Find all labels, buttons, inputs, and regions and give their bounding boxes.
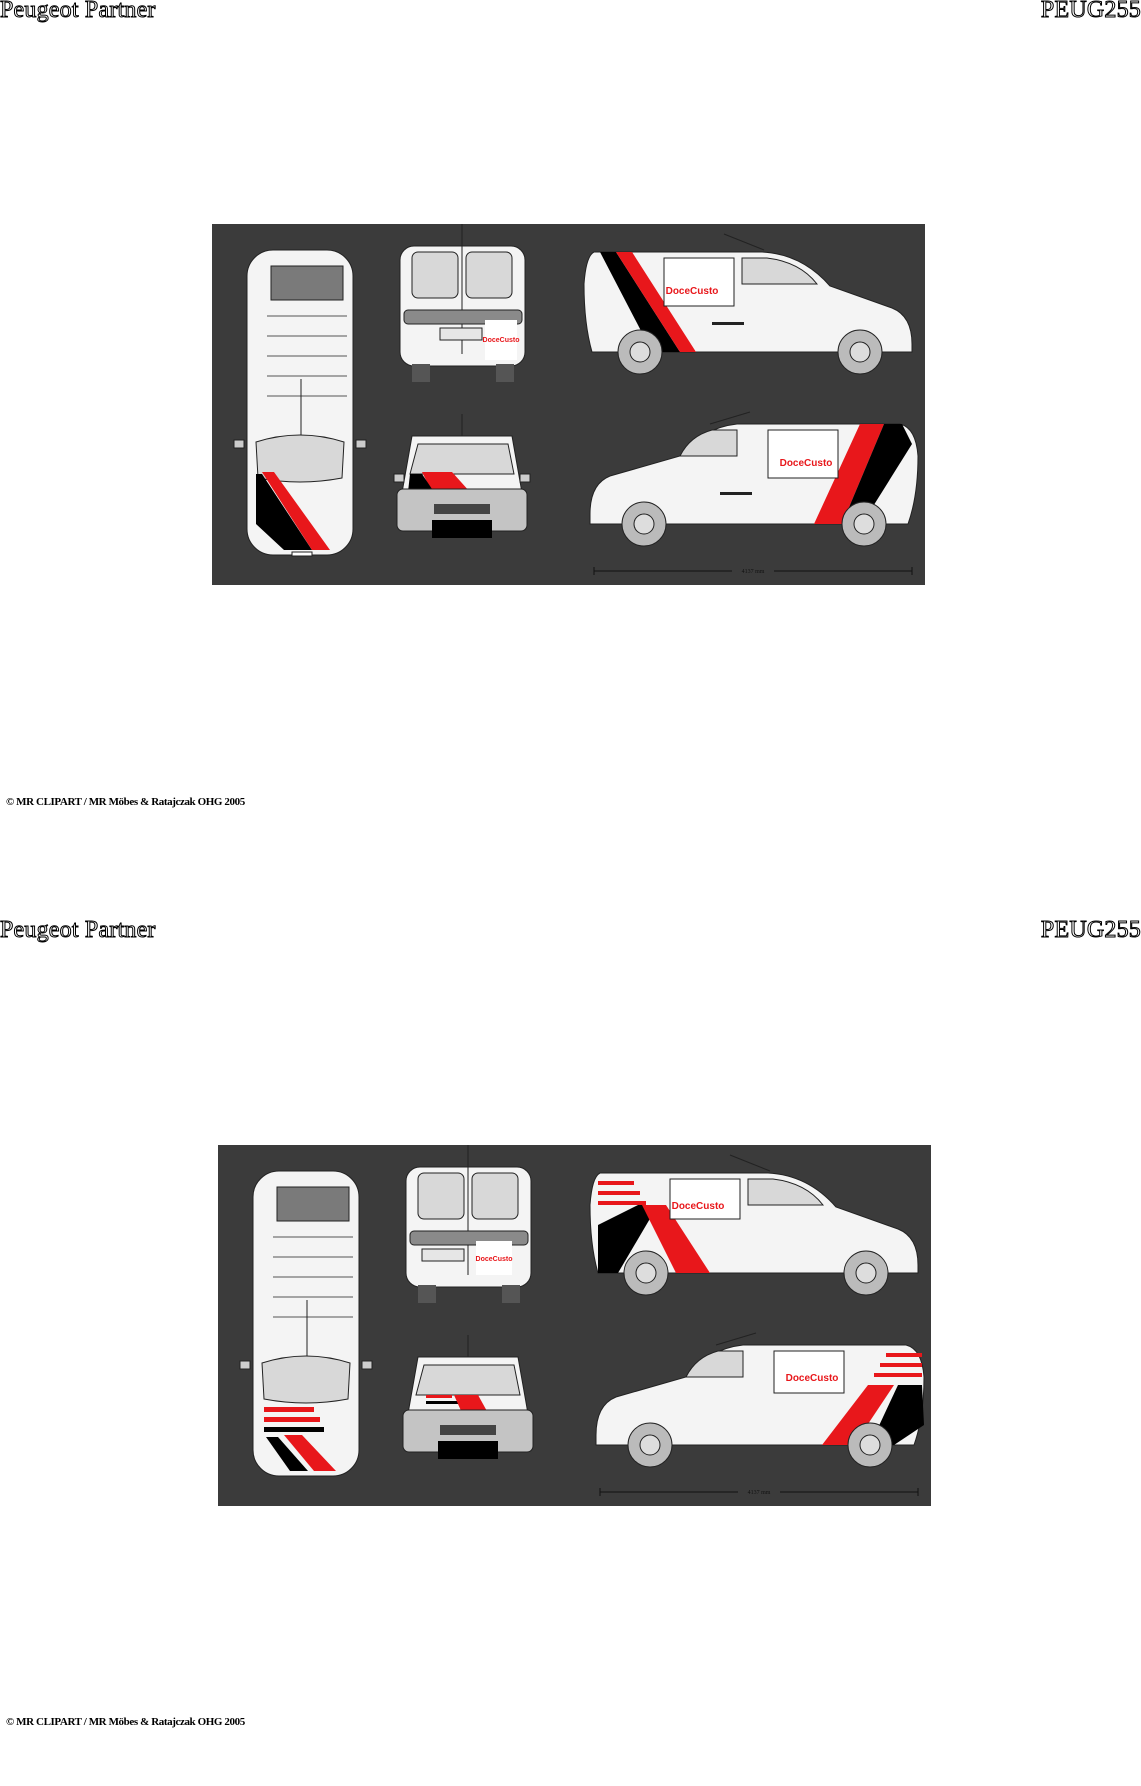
dimension-label: 4137 mm: [747, 1490, 771, 1496]
dimension-label: 4137 mm: [741, 569, 765, 575]
top-view-drawing: [234, 250, 366, 556]
top-view-drawing: [240, 1171, 372, 1476]
front-view-drawing: [394, 414, 530, 538]
rear-brand-text: DoceCusto: [482, 337, 520, 344]
side-view-left-drawing: [590, 412, 918, 546]
side-view-left-drawing: [596, 1333, 924, 1467]
vehicle-template-panel: [212, 224, 925, 585]
rear-view-drawing: [406, 1145, 531, 1303]
side-view-right-drawing: [590, 1155, 918, 1295]
rear-view-drawing: [400, 224, 525, 382]
copyright-notice: © MR CLIPART / MR Möbes & Ratajczak OHG 2005: [6, 796, 245, 808]
vehicle-drawings: [218, 1145, 931, 1506]
sheet-page-1: [0, 0, 1141, 866]
side-view-right-drawing: [584, 234, 912, 374]
vehicle-code: PEUG255: [1040, 0, 1141, 23]
side2-brand-text: DoceCusto: [785, 1373, 839, 1384]
front-view-drawing: [403, 1335, 533, 1459]
length-dimension: [594, 567, 912, 575]
rear-brand-text: DoceCusto: [475, 1256, 513, 1263]
side-brand-text: DoceCusto: [671, 1201, 725, 1212]
vehicle-code: PEUG255: [1040, 917, 1141, 943]
length-dimension: [600, 1488, 918, 1496]
vehicle-title: Peugeot Partner: [0, 917, 156, 943]
vehicle-title: Peugeot Partner: [0, 0, 156, 23]
vehicle-drawings: [212, 224, 925, 585]
copyright-notice: © MR CLIPART / MR Möbes & Ratajczak OHG 2005: [6, 1716, 245, 1728]
side-brand-text: DoceCusto: [665, 286, 719, 297]
sheet-page-2: [0, 917, 1141, 1786]
side2-brand-text: DoceCusto: [779, 458, 833, 469]
vehicle-template-panel: [218, 1145, 931, 1506]
